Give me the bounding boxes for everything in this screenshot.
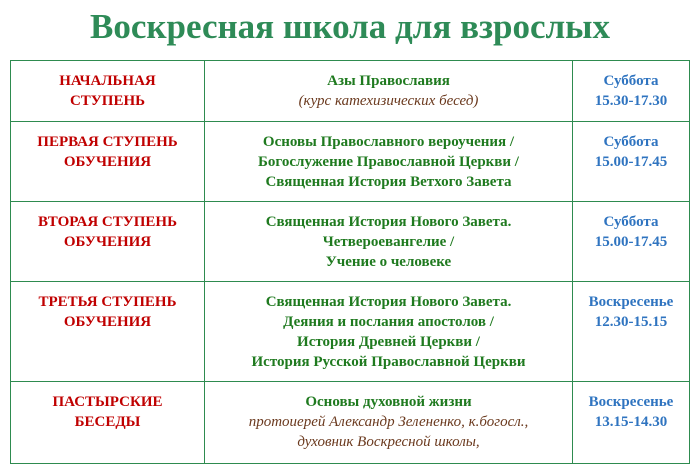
course-title: Учение о человеке — [325, 254, 452, 270]
time-range: 12.30-15.15 — [594, 314, 668, 330]
level-label: ОБУЧЕНИЯ — [63, 154, 152, 170]
day-label: Суббота — [603, 134, 659, 150]
course-title: Четвероевангелие / — [322, 234, 455, 250]
level-label: ТРЕТЬЯ СТУПЕНЬ — [38, 294, 177, 310]
course-title: Основы духовной жизни — [305, 394, 472, 410]
course-title: Деяния и послания апостолов / — [283, 314, 494, 330]
day-label: Воскресенье — [588, 294, 674, 310]
time-cell — [573, 382, 690, 464]
time-cell — [573, 61, 690, 122]
time-cell — [573, 202, 690, 282]
course-cell — [205, 282, 573, 382]
level-label: ОБУЧЕНИЯ — [63, 314, 152, 330]
time-range: 15.00-17.45 — [594, 154, 668, 170]
table-row — [11, 282, 690, 382]
course-title: Богослужение Православной Церкви / — [258, 154, 519, 170]
level-cell — [11, 61, 205, 122]
course-cell — [205, 382, 573, 464]
course-title: Священная История Нового Завета. — [265, 294, 512, 310]
day-label: Воскресенье — [588, 394, 674, 410]
time-range: 13.15-14.30 — [594, 414, 668, 430]
level-label: НАЧАЛЬНАЯ — [59, 73, 156, 89]
table-row — [11, 122, 690, 202]
level-label: ПАСТЫРСКИЕ — [52, 394, 163, 410]
time-cell — [573, 282, 690, 382]
schedule-table — [10, 60, 690, 464]
table-row — [11, 202, 690, 282]
course-cell — [205, 202, 573, 282]
course-title: Священная История Нового Завета. — [265, 214, 512, 230]
course-title: Священная История Ветхого Завета — [265, 174, 512, 190]
course-note: протоиерей Александр Зелененко, к.богосл., — [248, 414, 529, 430]
level-cell — [11, 382, 205, 464]
course-note: духовник Воскресной школы, — [297, 434, 480, 450]
course-title: История Русской Православной Церкви — [251, 354, 526, 370]
day-label: Суббота — [603, 73, 659, 89]
page-title: Воскресная школа для взрослых — [90, 7, 610, 46]
level-label: ПЕРВАЯ СТУПЕНЬ — [37, 134, 178, 150]
course-cell — [205, 122, 573, 202]
course-title: История Древней Церкви / — [297, 334, 480, 350]
course-title: Основы Православного вероучения / — [262, 134, 515, 150]
level-cell — [11, 282, 205, 382]
level-cell — [11, 202, 205, 282]
day-label: Суббота — [603, 214, 659, 230]
time-cell — [573, 122, 690, 202]
table-row — [11, 61, 690, 122]
time-range: 15.30-17.30 — [594, 93, 668, 109]
table-row — [11, 382, 690, 464]
level-label: СТУПЕНЬ — [69, 93, 146, 109]
course-cell — [205, 61, 573, 122]
level-label: ОБУЧЕНИЯ — [63, 234, 152, 250]
level-label: БЕСЕДЫ — [74, 414, 141, 430]
course-title: Азы Православия — [327, 73, 450, 89]
level-cell — [11, 122, 205, 202]
level-label: ВТОРАЯ СТУПЕНЬ — [37, 214, 178, 230]
time-range: 15.00-17.45 — [594, 234, 668, 250]
course-note: (курс катехизических бесед) — [298, 93, 479, 109]
